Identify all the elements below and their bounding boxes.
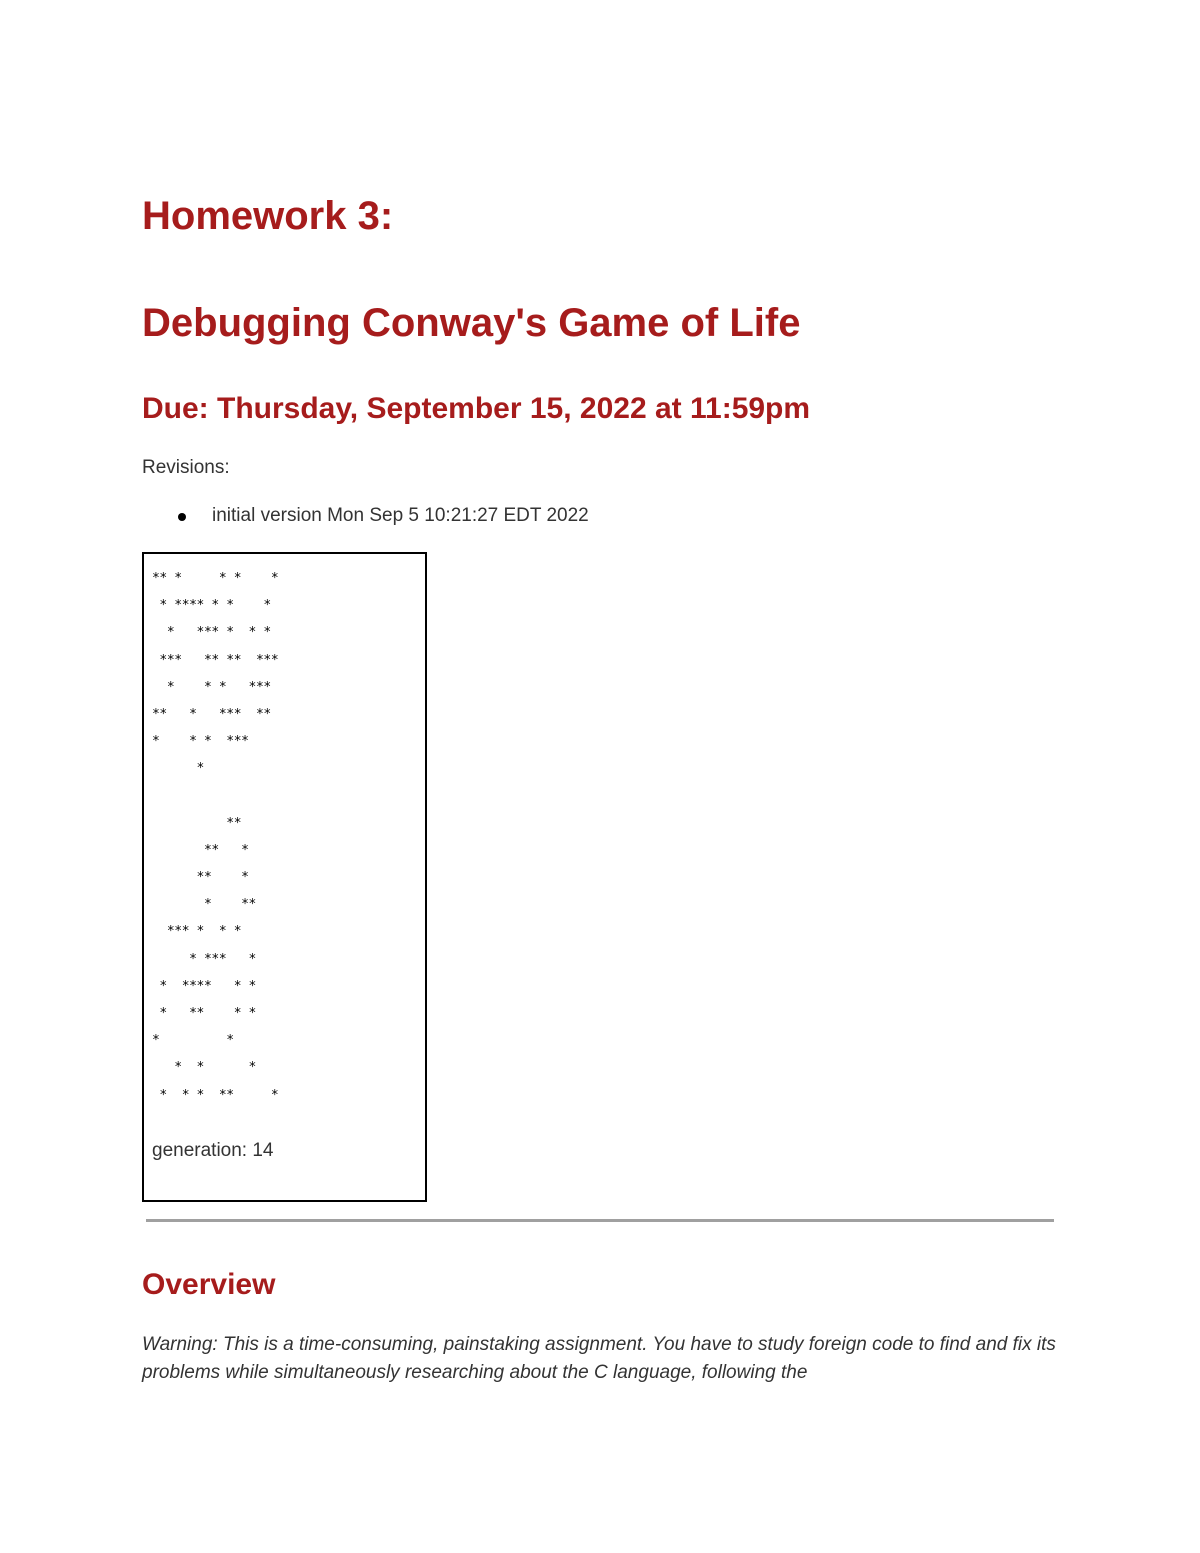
- life-row: * **: [152, 897, 256, 913]
- life-row: **: [152, 815, 242, 831]
- life-row: [152, 783, 278, 810]
- revision-list: [142, 505, 589, 527]
- revision-item-text: initial version Mon Sep 5 10:21:27 EDT 2022: [212, 505, 589, 526]
- life-row: * *** * * *: [152, 625, 271, 641]
- life-row: * * * ***: [152, 734, 249, 750]
- revision-item: [142, 505, 589, 527]
- life-row: * **** * * *: [152, 598, 271, 614]
- revisions-label: Revisions:: [142, 457, 230, 478]
- life-row: * ** * *: [152, 1006, 256, 1021]
- life-row: *** ** ** ***: [152, 652, 279, 668]
- life-grid: [152, 565, 278, 1109]
- game-of-life-board: [142, 552, 427, 1202]
- life-row: * *** *: [152, 951, 256, 967]
- life-row: ** * * * *: [152, 571, 279, 586]
- life-row: * **** * *: [152, 978, 256, 994]
- life-row: * * * ***: [152, 679, 271, 695]
- warning-paragraph: Warning: This is a time-consuming, painstaking assignment. You have to study foreign code to find and fix its problems while simultaneously researching about the C language, following the: [142, 1334, 1056, 1383]
- life-row: * *: [152, 1033, 234, 1049]
- bullet-icon: [178, 513, 186, 521]
- overview-heading: Overview: [142, 1268, 276, 1301]
- page-title-subject: Debugging Conway's Game of Life: [142, 301, 801, 345]
- horizontal-divider: [146, 1219, 1054, 1222]
- life-row: *** * * *: [152, 924, 242, 940]
- life-row: ** *: [152, 870, 249, 886]
- life-row: ** *: [152, 842, 249, 858]
- page-title-homework: Homework 3:: [142, 194, 394, 238]
- life-row: * * *: [152, 1060, 256, 1076]
- generation-counter: generation: 14: [152, 1140, 274, 1161]
- life-row: *: [152, 761, 204, 777]
- life-row: ** * *** **: [152, 706, 271, 722]
- life-row: * * * ** *: [152, 1087, 279, 1103]
- due-date-heading: Due: Thursday, September 15, 2022 at 11:59pm: [142, 392, 811, 425]
